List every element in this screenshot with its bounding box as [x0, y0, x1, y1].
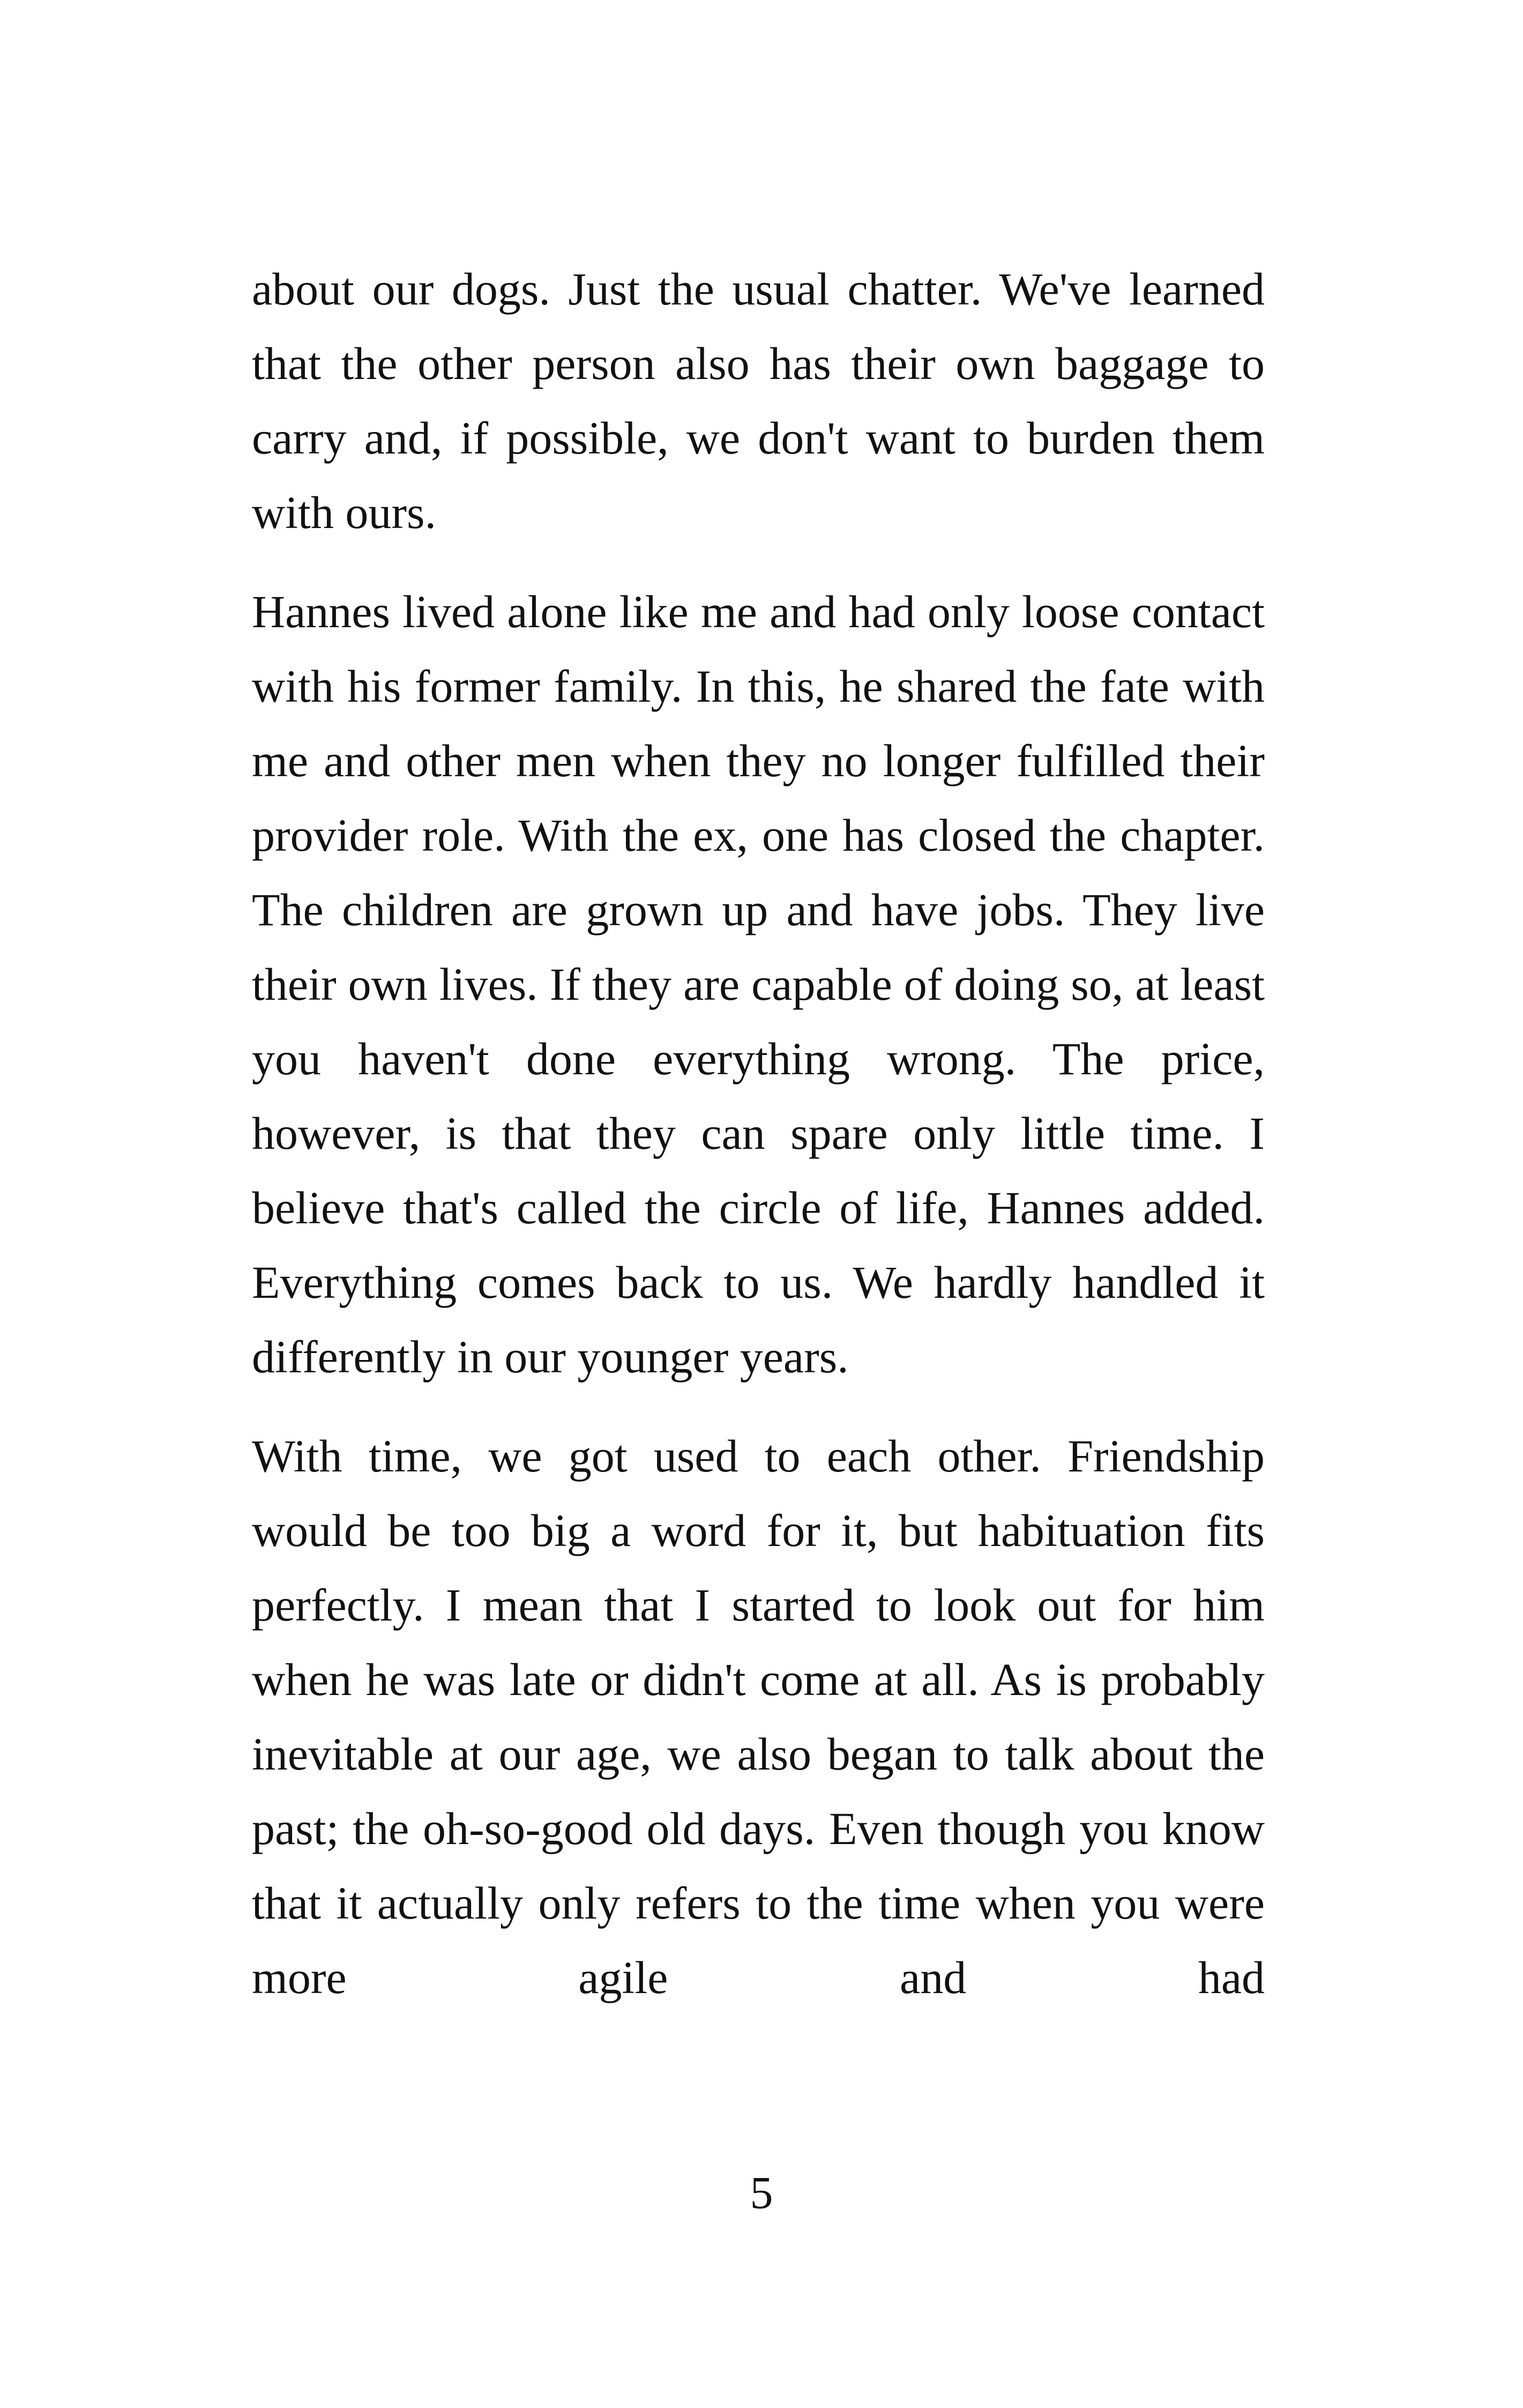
page-number: 5 — [750, 2167, 773, 2218]
body-text — [252, 252, 1265, 2040]
paragraph-2: Hannes lived alone like me and had only loose contact with his former family. In this, he shared the fate with me and other men when they no longer fulfilled their provider role. With the ex, one has closed the chapter. The children are grown up and have jobs. They live their own lives. If they are capable of doing so, at least you haven't done everything wrong. The price, however, is that they can spare only little time. I believe that's called the circle of life, Hannes added. Everything comes back to us. We hardly handled it differently in our younger years. — [252, 586, 1265, 1383]
paragraph-1: about our dogs. Just the usual chatter. We've learned that the other person also has their own baggage to carry and, if possible, we don't want to burden them with ours. — [252, 263, 1265, 538]
paragraph-3: With time, we got used to each other. Friendship would be too big a word for it, but habituation fits perfectly. I mean that I started to look out for him when he was late or didn't come at all. As is probably inevitable at our age, we also began to talk about the past; the oh-so-good old days. Even though you know that it actually only refers to the time when you were more agile and had — [252, 1430, 1265, 2003]
